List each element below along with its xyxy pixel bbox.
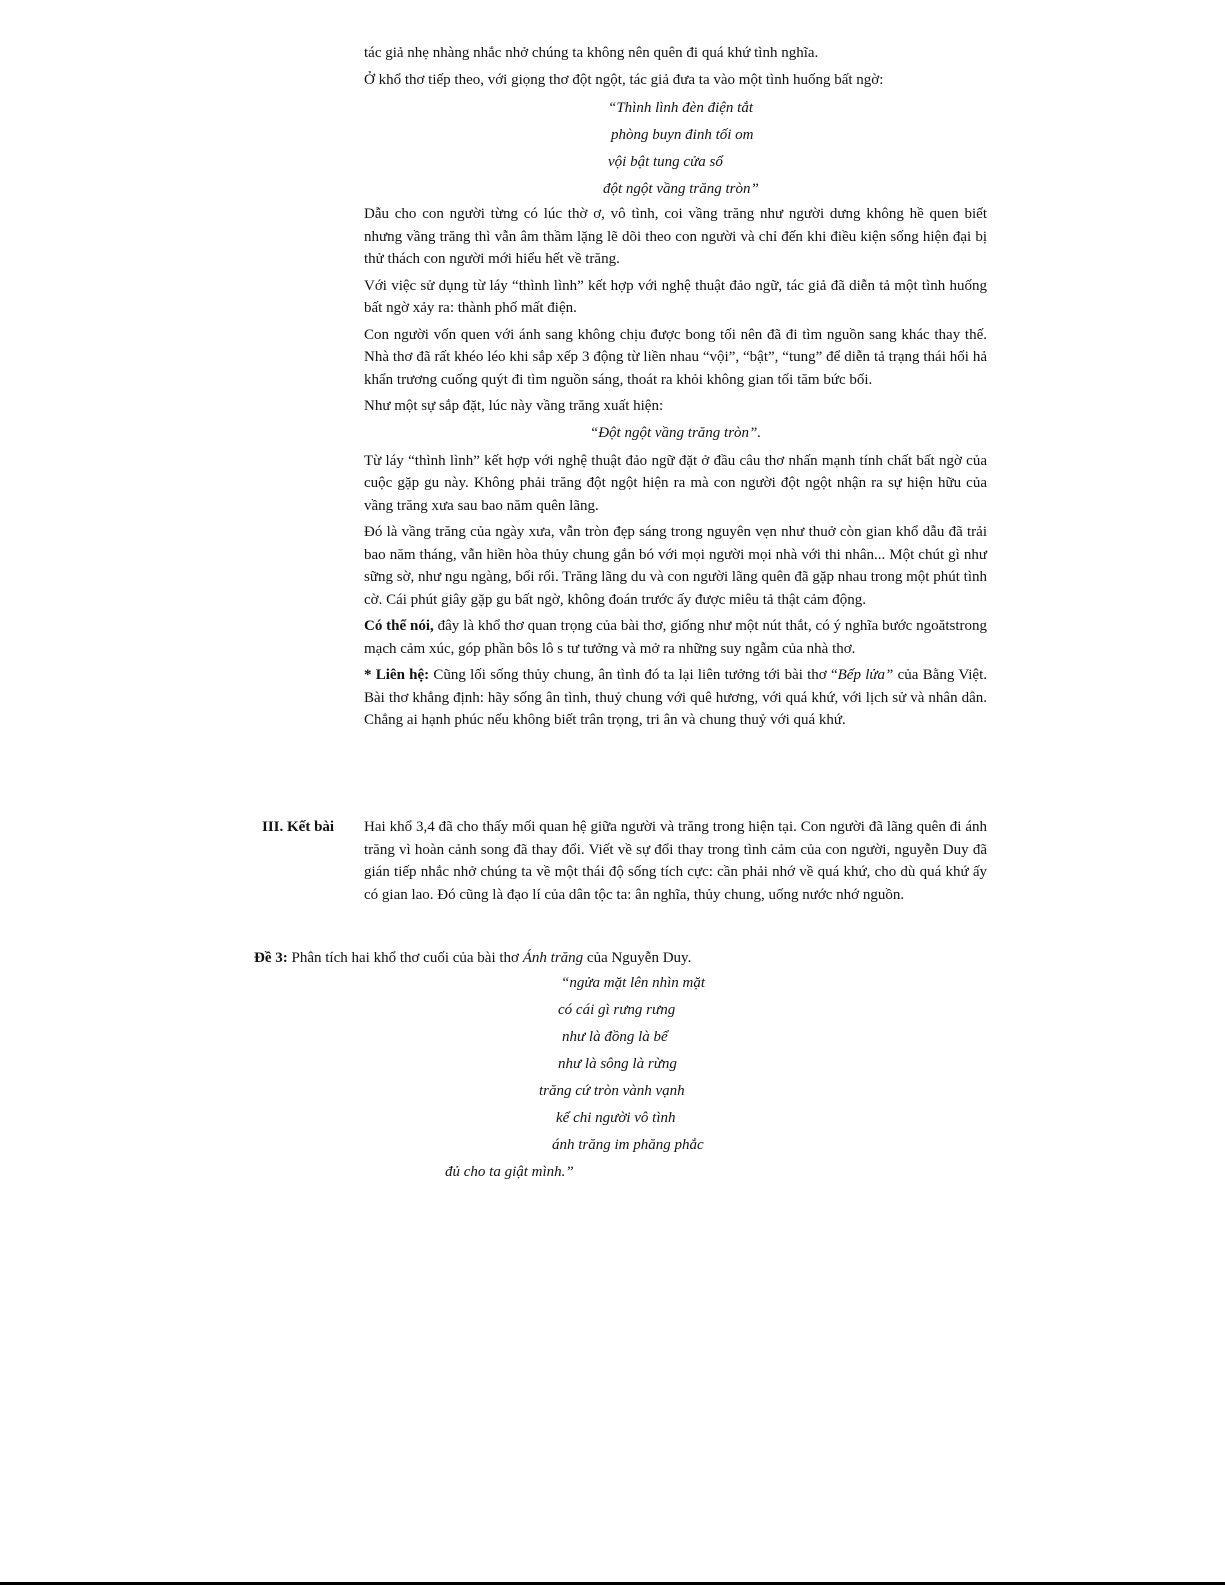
paragraph-do-la: Đó là vầng trăng của ngày xưa, vẫn tròn đẹp sáng trong nguyên vẹn như thuở còn gian khổ dẫu đã trải bao năm tháng, vẫn hiền hòa thủy chung gắn bó với mọi người mọi nhà với thi nhân... Một chút gì như sững sờ, như ngu ngàng, bối rối. Trăng lãng du và con người lãng quên đã gặp nhau trong một phút tình cờ. Cái phút giây gặp gu bất ngờ, không đoán trước ấy được miêu tả thật cảm động. (364, 524, 987, 608)
de3-heading (254, 947, 691, 969)
poem-line: như là đồng là bể (562, 1029, 668, 1045)
body-column (364, 42, 987, 736)
poem-line: “ngửa mặt lên nhìn mặt (561, 975, 706, 991)
paragraph-con-nguoi: Con người vốn quen với ánh sang không chịu được bong tối nên đã đi tìm nguồn sang khác thay thế. Nhà thơ đã rất khéo léo khi sắp xếp 3 động từ liền nhau “vội”, “bật”, “tung” để diễn tả trạng thái hối hả khẩn trương cuống quýt đi tìm nguồn sáng, thoát ra khỏi không gian tối tăm bức bối. (364, 326, 987, 388)
quote-dot-ngot: “Đột ngột vầng trăng tròn”. (589, 424, 762, 441)
paragraph-lien-he (364, 664, 987, 732)
paragraph-ket-bai: Hai khổ 3,4 đã cho thấy mối quan hệ giữa người và trăng trong hiện tại. Con người đã lãng quên đi ánh trăng vì hoàn cảnh song đã thay đổi. Viết về sự đổi thay trong tình cảm của con người, nguyễn Duy đã gián tiếp nhắc nhở chúng ta về một thái độ sống tích cực: cần phải nhớ về quá khứ, cho dù quá khứ ấy có gian lao. Đó cũng là đạo lí của dân tộc ta: ân nghĩa, thủy chung, uống nước nhớ nguồn. (364, 819, 987, 903)
poem-line: vội bật tung cửa sổ (608, 154, 723, 170)
poem-stanza-3 (364, 95, 987, 203)
poem-line: kể chi người vô tình (556, 1110, 676, 1126)
section-label-ket-bai: III. Kết bài (262, 819, 335, 835)
poem-line: có cái gì rưng rưng (558, 1002, 676, 1018)
de3-text: Phân tích hai khổ thơ cuối của bài thơ (287, 950, 523, 966)
poem-line: ánh trăng im phăng phắc (552, 1137, 704, 1153)
bold-lead: Có thể nói, (364, 618, 434, 634)
paragraph-text: của Bằng Việt. Bài thơ khẳng định: hãy sống ân tình, thuỷ chung với quê hương, với quá khứ, với lịch sử và nhân dân. Chẳng ai hạnh phúc nếu không biết trân trọng, tri ân và chung thuỷ với quá khứ. (364, 667, 988, 728)
paragraph-dau-cho: Dẫu cho con người từng có lúc thờ ơ, vô tình, coi vầng trăng như người dưng không hề quen biết nhưng vầng trăng thì vẫn âm thầm lặng lẽ dõi theo con người và chỉ đến khi điều kiện sống hiện đại bị thử thách con người mới hiểu hết về trăng. (364, 206, 987, 267)
de3-label: Đề 3: (254, 950, 288, 966)
ket-bai-column (364, 816, 987, 910)
poem-title-bep-lua: Bếp lửa” (837, 667, 894, 683)
de3-poem-title: Ánh trăng (522, 950, 584, 966)
poem-line: phòng buyn đinh tối om (611, 127, 754, 143)
bold-lead: * Liên hệ: (364, 667, 430, 683)
de3-text: của Nguyễn Duy. (583, 950, 692, 966)
poem-line: “Thình lình đèn điện tắt (608, 100, 754, 116)
paragraph-text: Cũng lối sống thủy chung, ân tình đó ta lại liên tưởng tới bài thơ “ (429, 667, 838, 683)
paragraph-nhu-mot: Như một sự sắp đặt, lúc này vầng trăng xuất hiện: (364, 398, 664, 414)
paragraph-tu-lay: Từ láy “thình lình” kết hợp với nghệ thuật đảo ngữ đặt ở đầu câu thơ nhấn mạnh tính chất bất ngờ của cuộc gặp gu này. Không phải trăng đột ngột hiện ra mà con người đột ngột nhận ra sự hiện hữu của vầng trăng xưa sau bao năm quên lãng. (364, 452, 987, 514)
paragraph-voi-viec: Với việc sử dụng từ láy “thình lình” kết hợp với nghệ thuật đảo ngữ, tác giả đã diễn tả một tình huống bất ngờ xảy ra: thành phố mất điện. (364, 277, 987, 316)
poem-line: đột ngột vầng trăng tròn” (603, 181, 759, 197)
poem-line: trăng cứ tròn vành vạnh (539, 1083, 685, 1099)
poem-line: như là sông là rừng (558, 1056, 677, 1072)
poem-line: đủ cho ta giật mình.” (445, 1164, 574, 1180)
paragraph-text: đây là khổ thơ quan trọng của bài thơ, giống như một nút thắt, có ý nghĩa bước ngoătstrong mạch cảm xúc, góp phần bôs lô s tư tưởng và mở ra những suy ngẫm của nhà thơ. (364, 618, 987, 657)
paragraph-top-line: tác giả nhẹ nhàng nhắc nhở chúng ta không nên quên đi quá khứ tình nghĩa. (364, 45, 819, 61)
paragraph-intro-stanza3: Ở khổ thơ tiếp theo, với giọng thơ đột ngột, tác giả đưa ta vào một tình huống bất ngờ: (364, 71, 884, 88)
paragraph-co-the-noi (364, 615, 987, 660)
